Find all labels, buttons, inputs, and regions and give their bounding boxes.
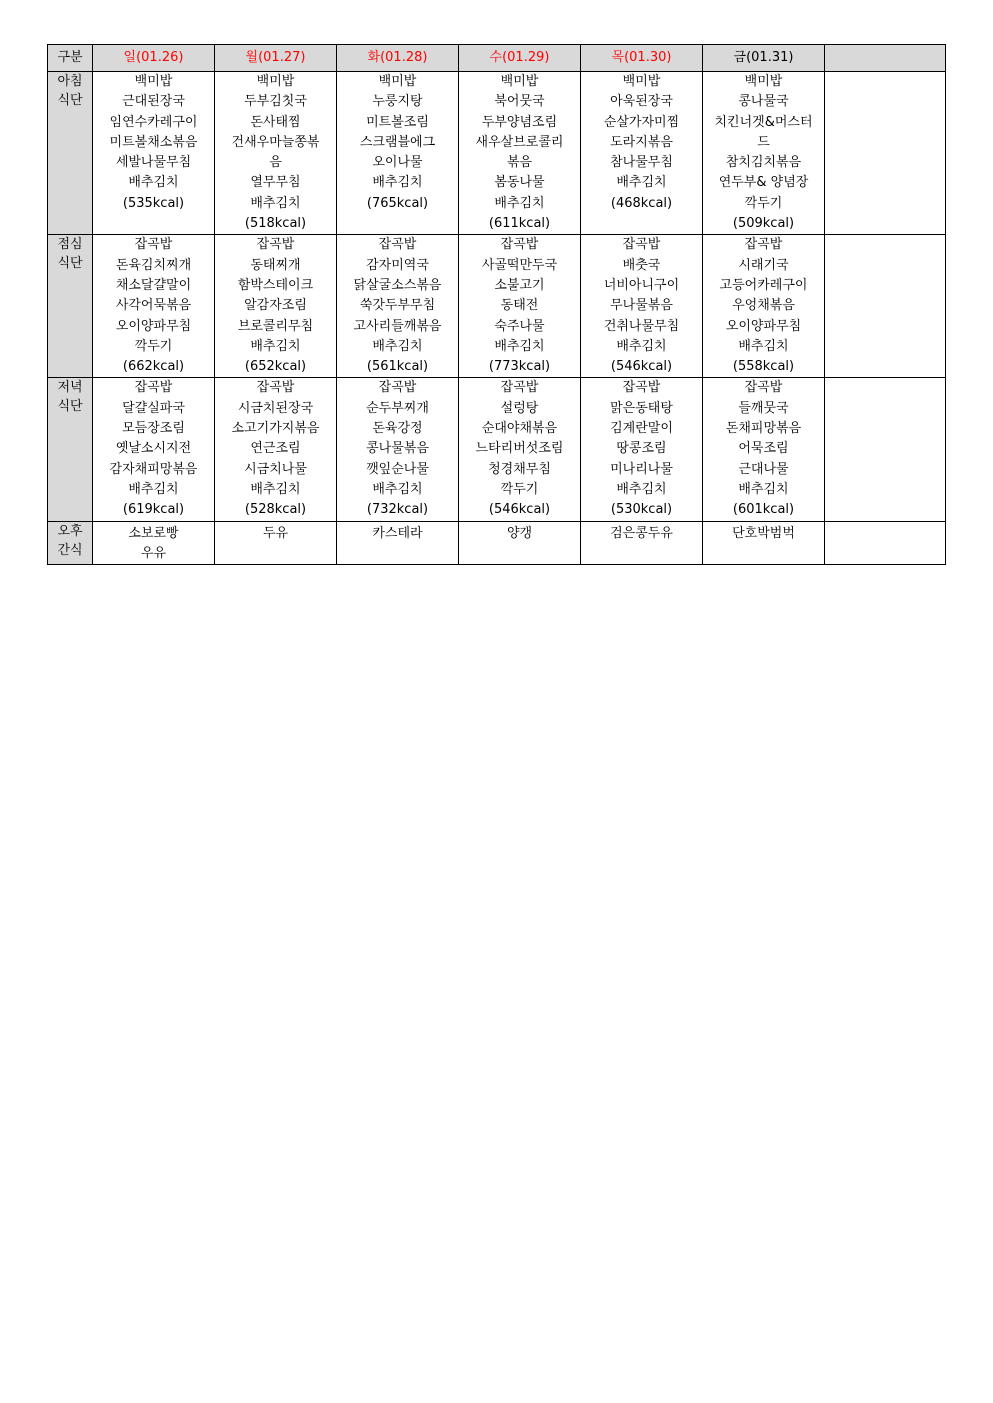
menu-cell [581, 378, 703, 521]
menu-item: (546kcal) [610, 359, 673, 375]
menu-item: 오이나물 [372, 155, 423, 171]
menu-item: 배추김치 [738, 338, 789, 354]
menu-item: 시금치나물 [244, 461, 307, 477]
menu-cell [581, 72, 703, 235]
menu-item: 배추김치 [616, 175, 667, 191]
menu-item: 배추김치 [128, 175, 179, 191]
menu-item: 봄동나물 [494, 175, 545, 191]
menu-cell [825, 521, 946, 565]
menu-item: 두부양념조림 [481, 114, 558, 130]
menu-cell [459, 521, 581, 565]
menu-item: 잡곡밥 [256, 237, 295, 253]
menu-item: 배추김치 [372, 338, 423, 354]
row-label-line: 간식 [57, 542, 83, 558]
menu-item: (528kcal) [244, 502, 307, 518]
menu-item: (535kcal) [122, 195, 185, 211]
menu-item: 음 [269, 155, 282, 171]
menu-item: 북어뭇국 [494, 94, 545, 110]
header-row [48, 45, 946, 72]
menu-item: 미나리나물 [610, 461, 673, 477]
menu-item: 깍두기 [500, 481, 539, 497]
menu-item: 누룽지탕 [372, 94, 423, 110]
menu-item: 미트볼채소볶음 [109, 134, 198, 150]
menu-item: 잡곡밥 [134, 237, 173, 253]
menu-item: 감자미역국 [366, 257, 429, 273]
menu-cell [93, 521, 215, 565]
menu-cell [215, 72, 337, 235]
menu-item: 어묵조림 [738, 441, 789, 457]
menu-item: 잡곡밥 [622, 237, 661, 253]
menu-item: 무나물볶음 [610, 298, 673, 314]
menu-item: 순대야채볶음 [481, 421, 558, 437]
menu-item: 오이양파무침 [115, 318, 192, 334]
menu-item: 고등어카레구이 [719, 277, 808, 293]
menu-item: 콩나물볶음 [366, 441, 429, 457]
menu-item: 도라지볶음 [610, 134, 673, 150]
menu-item: 배추김치 [616, 481, 667, 497]
menu-item: 깍두기 [134, 338, 173, 354]
menu-item: 잡곡밥 [500, 237, 539, 253]
menu-item: 쑥갓두부무침 [359, 298, 436, 314]
menu-item: (619kcal) [122, 502, 185, 518]
menu-item: 백미밥 [622, 74, 661, 89]
menu-item: 임연수카레구이 [109, 114, 198, 130]
menu-item: 잡곡밥 [378, 380, 417, 396]
menu-item: 느타리버섯조림 [475, 441, 564, 457]
menu-cell [93, 378, 215, 521]
menu-item: 우엉채볶음 [732, 298, 795, 314]
menu-item: (773kcal) [488, 359, 551, 375]
menu-item: 참치김치볶음 [725, 155, 802, 171]
menu-item: 배춧국 [622, 257, 661, 273]
menu-item: 배추김치 [616, 338, 667, 354]
menu-item: (546kcal) [488, 502, 551, 518]
menu-item: 달걀실파국 [122, 400, 185, 416]
menu-item: 연근조림 [250, 441, 301, 457]
row-label [48, 378, 93, 521]
menu-item: 단호박범벅 [732, 525, 795, 541]
menu-item: 사각어묵볶음 [115, 298, 192, 314]
row-label-line: 점심 [57, 237, 83, 253]
menu-item: 채소달걀말이 [115, 277, 192, 293]
menu-cell [215, 521, 337, 565]
menu-cell [703, 235, 825, 378]
menu-cell [581, 521, 703, 565]
menu-item: 옛날소시지전 [115, 441, 192, 457]
menu-item: 모듬장조림 [122, 421, 185, 437]
row-label-line: 아침 [57, 74, 83, 89]
menu-item: 잡곡밥 [744, 237, 783, 253]
menu-cell [215, 235, 337, 378]
menu-item: (662kcal) [122, 359, 185, 375]
menu-item: (558kcal) [732, 359, 795, 375]
menu-item: 새우살브로콜리 [475, 134, 564, 150]
menu-item: 잡곡밥 [500, 380, 539, 396]
menu-item: 우유 [140, 545, 167, 561]
menu-item: 백미밥 [744, 74, 783, 89]
menu-item: 돈채피망볶음 [725, 421, 802, 437]
menu-item: 스크램블에그 [359, 134, 436, 150]
menu-item: 청경채무침 [488, 461, 551, 477]
menu-item: 백미밥 [500, 74, 539, 89]
menu-item: 깻잎순나물 [366, 461, 429, 477]
menu-item: 백미밥 [256, 74, 295, 89]
menu-item: 숙주나물 [494, 318, 545, 334]
menu-item: 건취나물무침 [603, 318, 680, 334]
menu-item: 사골떡만두국 [481, 257, 558, 273]
menu-item: 근대된장국 [122, 94, 185, 110]
menu-item: 돈육김치찌개 [115, 257, 192, 273]
menu-item: 시금치된장국 [237, 400, 314, 416]
menu-item: 순살가자미찜 [603, 114, 680, 130]
menu-item: 아욱된장국 [610, 94, 673, 110]
menu-item: 배추김치 [372, 175, 423, 191]
menu-item: 잡곡밥 [256, 380, 295, 396]
menu-item: 참나물무침 [610, 155, 673, 171]
menu-item: (611kcal) [488, 216, 551, 232]
menu-item: 땅콩조림 [616, 441, 667, 457]
header-label: 구분 [48, 45, 93, 72]
menu-item: 잡곡밥 [134, 380, 173, 396]
menu-item: 김계란말이 [610, 421, 673, 437]
menu-item: (601kcal) [732, 502, 795, 518]
menu-item: 백미밥 [134, 74, 173, 89]
menu-item: 치킨너겟&머스터 [714, 114, 813, 130]
dinner-row [48, 378, 946, 521]
menu-item: 배추김치 [372, 481, 423, 497]
menu-item: 설렁탕 [500, 400, 539, 416]
menu-item: 세발나물무침 [115, 155, 192, 171]
menu-item: 맑은동태탕 [610, 400, 673, 416]
menu-cell [337, 235, 459, 378]
menu-cell [581, 235, 703, 378]
menu-item: 깍두기 [744, 195, 783, 211]
menu-cell [703, 521, 825, 565]
menu-item: (468kcal) [610, 195, 673, 211]
menu-item: 감자채피망볶음 [109, 461, 198, 477]
menu-item: 배추김치 [494, 195, 545, 211]
menu-item: 함박스테이크 [237, 277, 314, 293]
row-label-line: 식단 [57, 93, 83, 108]
menu-item: 콩나물국 [738, 94, 789, 110]
menu-item: 알감자조림 [244, 298, 307, 314]
row-label-line: 식단 [57, 256, 83, 272]
menu-cell [459, 235, 581, 378]
menu-item: 근대나물 [738, 461, 789, 477]
menu-item: 배추김치 [128, 481, 179, 497]
menu-cell [459, 72, 581, 235]
day-header-mon: 월(01.27) [215, 45, 337, 72]
menu-item: (509kcal) [732, 216, 795, 232]
menu-item: 소불고기 [494, 277, 545, 293]
menu-item: 돈사태찜 [250, 114, 301, 130]
menu-cell [459, 378, 581, 521]
lunch-row [48, 235, 946, 378]
menu-item: 배추김치 [250, 338, 301, 354]
menu-cell [825, 378, 946, 521]
meal-plan-table [47, 44, 946, 565]
day-header-blank [825, 45, 946, 72]
menu-item: 닭살굴소스볶음 [353, 277, 442, 293]
menu-item: 소보로빵 [128, 525, 179, 541]
row-label-line: 식단 [57, 399, 83, 415]
menu-cell [703, 72, 825, 235]
menu-item: 들깨뭇국 [738, 400, 789, 416]
menu-item: 너비아니구이 [603, 277, 680, 293]
row-label [48, 235, 93, 378]
menu-item: 시래기국 [738, 257, 789, 273]
menu-item: 연두부& 양념장 [718, 175, 809, 191]
day-header-thu: 목(01.30) [581, 45, 703, 72]
menu-item: 건새우마늘쫑볶 [231, 134, 320, 150]
menu-item: 두부김칫국 [244, 94, 307, 110]
menu-cell [337, 72, 459, 235]
snack-row [48, 521, 946, 565]
day-header-tue: 화(01.28) [337, 45, 459, 72]
menu-cell [337, 521, 459, 565]
menu-item: (652kcal) [244, 359, 307, 375]
menu-item: 열무무침 [250, 175, 301, 191]
menu-item: 소고기가지볶음 [231, 421, 320, 437]
menu-item: 동태전 [500, 298, 539, 314]
day-header-sun: 일(01.26) [93, 45, 215, 72]
menu-item: 배추김치 [250, 481, 301, 497]
menu-item: 고사리들깨볶음 [353, 318, 442, 334]
menu-item: (765kcal) [366, 195, 429, 211]
menu-item: 드 [757, 134, 770, 150]
menu-item: (530kcal) [610, 502, 673, 518]
menu-item: 카스테라 [372, 525, 423, 541]
menu-cell [93, 72, 215, 235]
day-header-fri: 금(01.31) [703, 45, 825, 72]
menu-cell [703, 378, 825, 521]
menu-item: 잡곡밥 [622, 380, 661, 396]
menu-item: 백미밥 [378, 74, 417, 89]
menu-item: 잡곡밥 [378, 237, 417, 253]
menu-item: 두유 [262, 525, 289, 541]
menu-item: 양갱 [506, 525, 533, 541]
menu-item: 배추김치 [738, 481, 789, 497]
row-label-line: 오후 [57, 523, 83, 539]
menu-item: 미트볼조림 [366, 114, 429, 130]
menu-cell [825, 72, 946, 235]
menu-item: 브로콜리무침 [237, 318, 314, 334]
day-header-wed: 수(01.29) [459, 45, 581, 72]
menu-cell [825, 235, 946, 378]
breakfast-row [48, 72, 946, 235]
menu-item: 검은콩두유 [610, 525, 673, 541]
menu-item: 오이양파무침 [725, 318, 802, 334]
row-label-line: 저녁 [57, 380, 83, 396]
menu-cell [93, 235, 215, 378]
menu-item: (518kcal) [244, 216, 307, 232]
menu-item: (732kcal) [366, 502, 429, 518]
menu-item: 동태찌개 [250, 257, 301, 273]
menu-item: 볶음 [506, 155, 533, 171]
menu-cell [337, 378, 459, 521]
menu-item: (561kcal) [366, 359, 429, 375]
menu-item: 배추김치 [494, 338, 545, 354]
menu-item: 순두부찌개 [366, 400, 429, 416]
menu-cell [215, 378, 337, 521]
menu-item: 돈육강정 [372, 421, 423, 437]
menu-item: 잡곡밥 [744, 380, 783, 396]
row-label [48, 521, 93, 565]
row-label [48, 72, 93, 235]
menu-item: 배추김치 [250, 195, 301, 211]
